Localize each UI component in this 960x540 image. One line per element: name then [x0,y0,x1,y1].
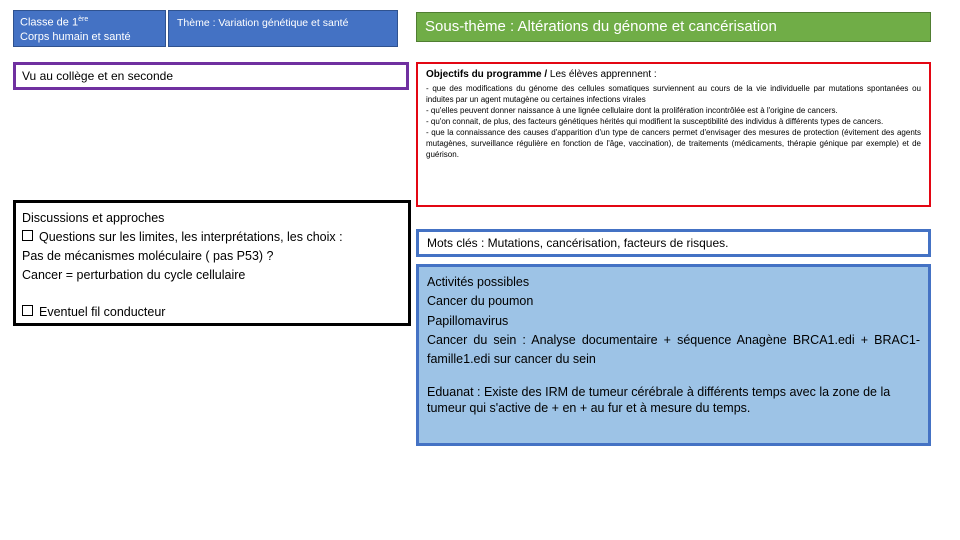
checkbox-icon [22,305,33,316]
activite-sein: Cancer du sein : Analyse documentaire + séquence Anagène BRCA1.edi + BRAC1-famille1.edi sur cancer du sein [427,332,920,367]
activite-papillomavirus: Papillomavirus [427,313,509,328]
activites-box [416,264,931,446]
classe-box [13,10,166,47]
discussions-title: Discussions et approches [22,211,165,225]
objectifs-title: Objectifs du programme / Les élèves apprennent : [426,69,657,80]
objectifs-box [416,62,931,207]
sous-theme-box [416,12,931,42]
vu-college-label: Vu au collège et en seconde [22,69,174,83]
activite-poumon: Cancer du poumon [427,294,534,309]
discussions-line-mecanismes: Pas de mécanismes moléculaire ( pas P53) ? [22,249,274,263]
theme-label: Thème : Variation génétique et santé [177,17,349,29]
mots-cles-label: Mots clés : Mutations, cancérisation, facteurs de risques. [427,236,729,250]
activite-eduanat: Eduanat : Existe des IRM de tumeur cérébrale à différents temps avec la zone de la tumeur qui s'active de + en + au fur et à mesure du temps. [427,385,891,416]
discussions-item-questions: Questions sur les limites, les interprétations, les choix : [22,228,402,247]
activites-title: Activités possibles [427,275,530,289]
vu-college-box [13,62,409,90]
mots-cles-box [416,229,931,257]
objectif-line-3: - qu'on connait, de plus, des facteurs génétiques hérités qui modifient la susceptibilité des individus à différents types de cancers. [426,117,884,126]
classe-line2: Corps humain et santé [20,30,131,43]
objectif-line-1: - que des modifications du génome des cellules somatiques surviennent au cours de la vie individuelle par mutations spontanées ou induites par un agent mutagène ou certaines infections virales [426,84,921,104]
objectif-line-4: - que la connaissance des causes d'apparition d'un type de cancers permet d'envisager des mesures de protection (évitement des agents mutagènes, surveillance régulière en fonction de l'âge, vaccination), de traitements (médicaments, thérapie génique par exemple) et de guérison. [426,128,921,159]
discussions-item-fil-conducteur: Eventuel fil conducteur [22,303,402,322]
discussions-box [13,200,411,326]
theme-box [168,10,398,47]
objectif-line-2: - qu'elles peuvent donner naissance à une lignée cellulaire dont la prolifération incontrôlée est à l'origine de cancers. [426,106,838,115]
classe-line1: Classe de 1ère [20,16,89,29]
discussions-line-cancer: Cancer = perturbation du cycle cellulaire [22,268,246,282]
checkbox-icon [22,230,33,241]
sous-theme-label: Sous-thème : Altérations du génome et cancérisation [425,18,777,35]
